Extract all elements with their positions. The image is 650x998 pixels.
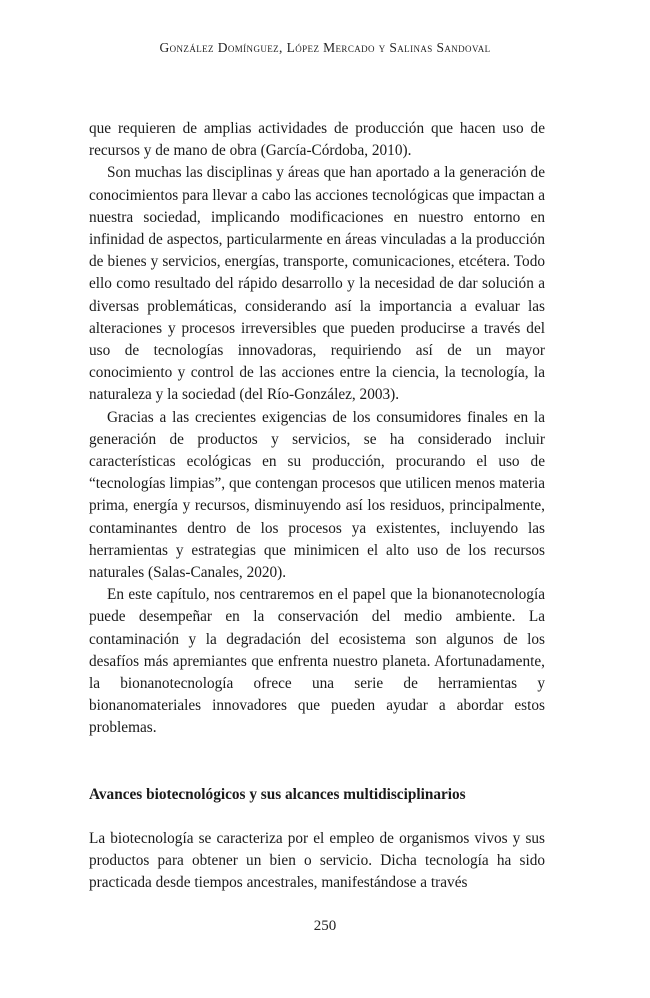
paragraph: La biotecnología se caracteriza por el empleo de organismos vivos y sus productos para obtener un bien o servicio. Dicha tecnología ha sido practicada desde tiempos ancestrales, manifestándose a través — [89, 829, 545, 892]
paragraph: que requieren de amplias actividades de producción que hacen uso de recursos y de mano de obra (García-Córdoba, 2010). — [89, 120, 545, 160]
section-heading: Avances biotecnológicos y sus alcances multidisciplinarios — [89, 785, 466, 803]
paragraph: En este capítulo, nos centraremos en el papel que la bionanotecnología puede desempeñar en la conservación del medio ambiente. La contaminación y la degradación del ecosistema son algunos de los desafíos más apremiantes que enfrenta nuestro planeta. Afortunadamente, la bionanotecnología ofrece una serie de herramientas y bionanomateriales innovadores que pueden ayudar a abordar estos problemas. — [89, 586, 545, 737]
paragraph: Son muchas las disciplinas y áreas que han aportado a la generación de conocimientos para llevar a cabo las acciones tecnológicas que impactan a nuestra sociedad, implicando modificaciones en nuestro entorno en infinidad de aspectos, particularmente en áreas vinculadas a la producción de bienes y servicios, energías, transporte, comunicaciones, etcétera. Todo ello como resultado del rápido desarrollo y la necesidad de dar solución a diversas problemáticas, considerando así la importancia a evaluar las alteraciones y procesos irreversibles que pueden producirse a través del uso de tecnologías innovadoras, requiriendo así de un mayor conocimiento y control de las acciones entre la ciencia, la tecnología, la naturaleza y la sociedad (del Río-González, 2003). — [89, 164, 545, 404]
page-number: 250 — [313, 918, 337, 934]
paragraph: Gracias a las crecientes exigencias de los consumidores finales en la generación de productos y servicios, se ha considerado incluir características ecológicas en su producción, procurando el uso de “tecnologías limpias”, que contengan procesos que utilicen menos materia prima, energía y recursos, disminuyendo así los residuos, principalmente, contaminantes dentro de los procesos ya existentes, incluyendo las herramientas y estrategias que minimicen el alto uso de los recursos naturales (Salas-Canales, 2020). — [89, 408, 545, 582]
running-header: González Domínguez, López Mercado y Salinas Sandoval — [159, 40, 491, 55]
body-text — [89, 118, 545, 895]
